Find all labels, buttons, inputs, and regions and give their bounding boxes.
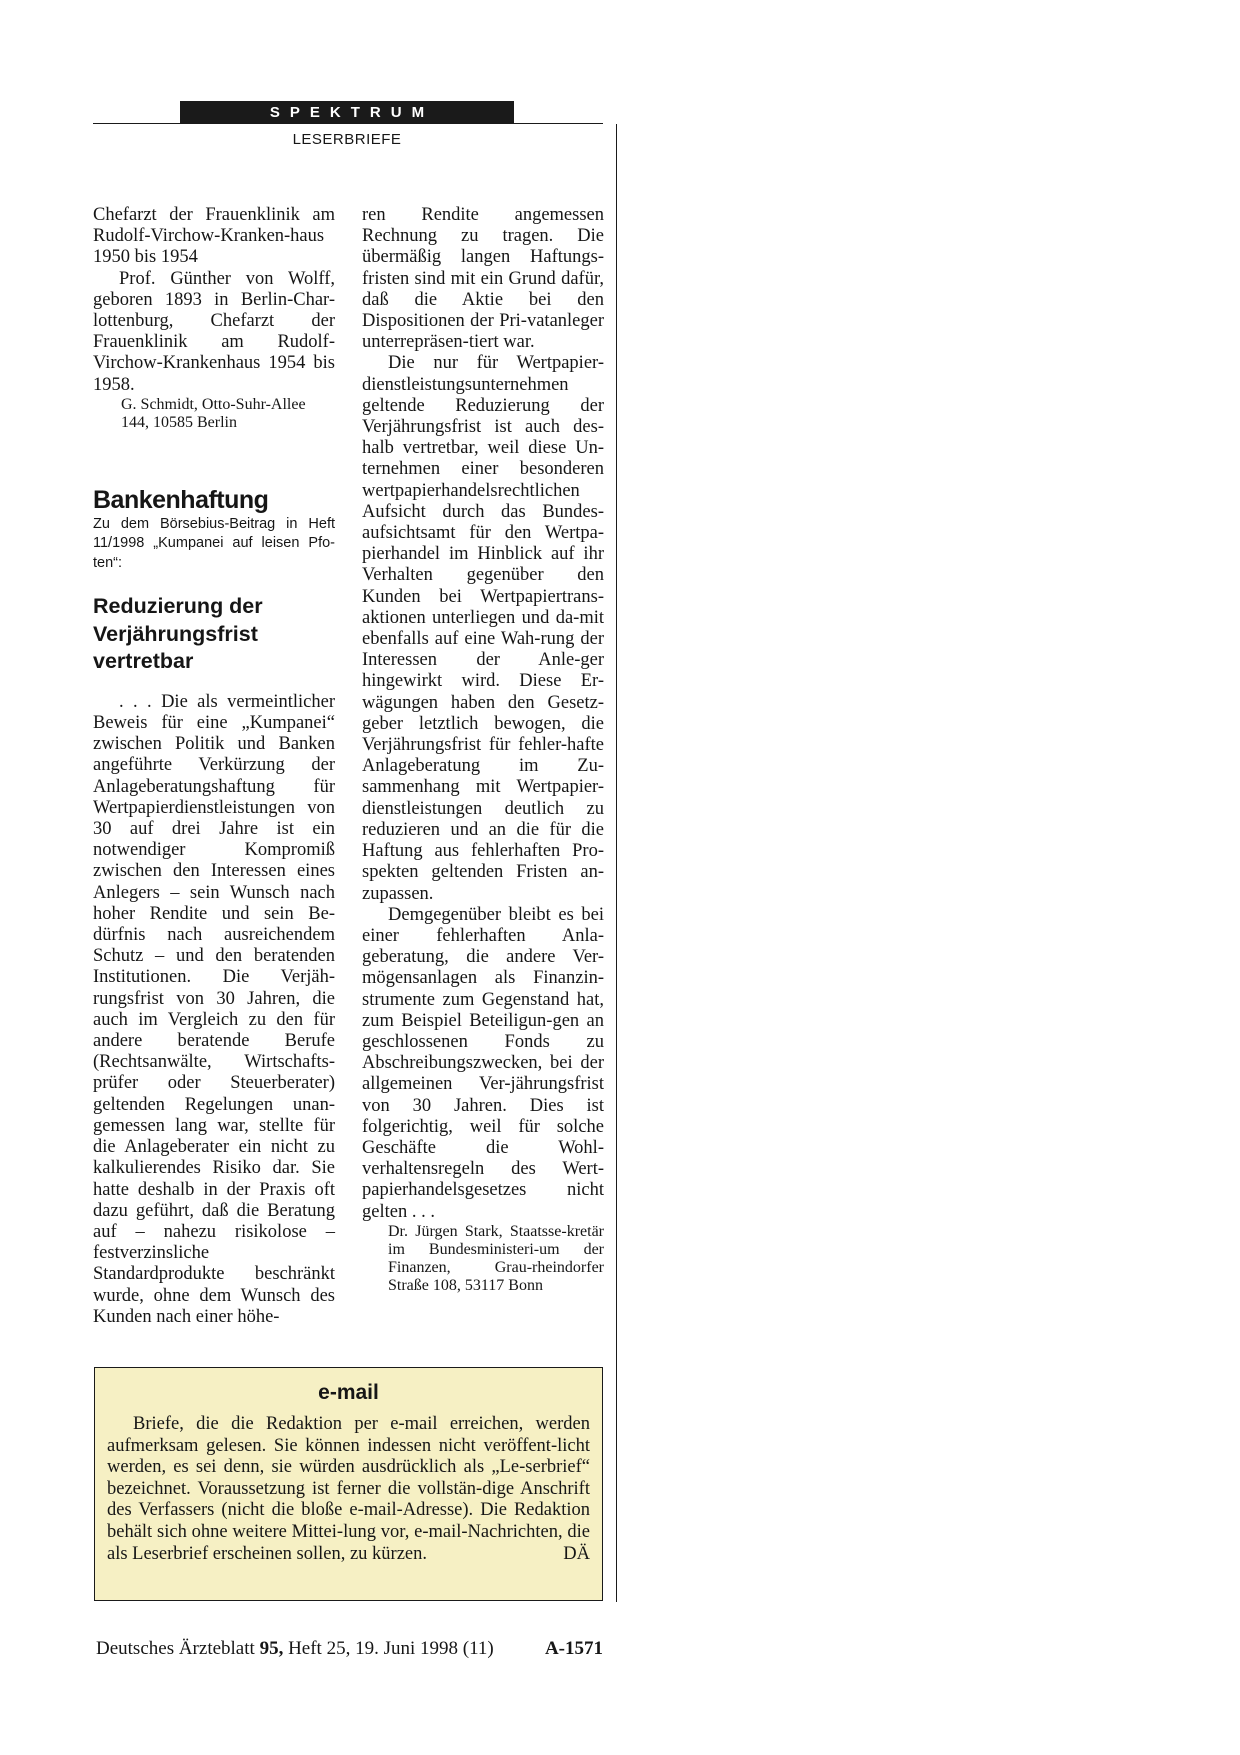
footer-page-number: A-1571 — [544, 1638, 603, 1659]
right-paragraph-1: ren Rendite angemessen Rechnung zu tragen. Die übermäßig langen Haftungs-fristen sind mit ein Grund dafür, daß die Aktie bei den Dispositionen der Pri-vatanleger unterrepräsen-tiert war. — [362, 205, 604, 353]
right-column — [362, 205, 604, 1295]
letter-subheading: Reduzierung der Verjährungsfrist vertretbar — [93, 594, 263, 674]
footer-volume: 95, — [259, 1638, 284, 1659]
subsection-label: LESERBRIEFE — [292, 131, 402, 148]
footer-issue: Heft 25, 19. Juni 1998 (11) — [288, 1638, 494, 1659]
email-notice-title: e-mail — [318, 1381, 379, 1404]
page-footer — [96, 1637, 603, 1661]
section-heading: Bankenhaftung — [93, 485, 269, 514]
letter-signature-schmidt: G. Schmidt, Otto-Suhr-Allee 144, 10585 Berlin — [121, 395, 306, 431]
letter-intro: Zu dem Börsebius-Beitrag in Heft 11/1998 „Kumpanei auf leisen Pfo-ten“: — [93, 515, 335, 571]
letter-body-start: . . . Die als vermeintlicher Beweis für eine „Kumpanei“ zwischen Politik und Banken angeführte Verkürzung der Anlageberatungshaftung für Wertpapierdienstleistungen von 30 auf drei Jahre ist ein notwendiger Kompromiß zwischen den Interessen eines Anlegers – sein Wunsch nach hoher Rendite und sein Be-dürfnis nach ausreichendem Schutz – und den beratenden Institutionen. Die Verjäh-rungsfrist von 30 Jahren, die auch im Vergleich zu den für andere beratende Berufe (Rechtsanwälte, Wirtschafts-prüfer oder Steuerberater) geltenden Regelungen unan-gemessen lang war, stellte für die Anlageberater ein nicht zu kalkulierendes Risiko dar. Sie hatte deshalb in der Praxis oft dazu geführt, daß die Beratung auf – nahezu risikolose – festverzinsliche Standardprodukte beschränkt wurde, ohne dem Wunsch des Kunden nach einer höhe- — [93, 691, 335, 1327]
header-rule — [93, 123, 603, 124]
section-label-spektrum: SPEKTRUM — [180, 101, 514, 124]
left-column — [93, 205, 335, 1328]
left-paragraph-1: Chefarzt der Frauenklinik am Rudolf-Virchow-Kranken-haus 1950 bis 1954 — [93, 205, 335, 268]
letter-signature-stark: Dr. Jürgen Stark, Staatsse-kretär im Bundesministeri-um der Finanzen, Grau-rheindorfer Straße 108, 53117 Bonn — [388, 1222, 604, 1294]
footer-publication: Deutsches Ärzteblatt — [96, 1638, 255, 1659]
email-notice-body: Briefe, die die Redaktion per e-mail erreichen, werden aufmerksam gelesen. Sie können indessen nicht veröffent-licht werden, es sei denn, sie würden ausdrücklich als „Le-serbrief“ bezeichnet. Voraussetzung ist ferner die vollstän-dige Anschrift des Verfassers (nicht die bloße e-mail-Adresse). Die Redaktion behält sich ohne weitere Mittei-lung vor, e-mail-Nachrichten, die als Leserbrief erscheinen sollen, zu kürzen. — [107, 1414, 590, 1564]
email-notice-box — [94, 1367, 603, 1601]
column-rule — [616, 124, 617, 1602]
right-paragraph-2: Die nur für Wertpapier-dienstleistungsunternehmen geltende Reduzierung der Verjährungsfrist ist auch des-halb vertretbar, weil diese Un-ternehmen einer besonderen wertpapierhandelsrechtlichen Aufsicht durch das Bundes-aufsichtsamt für den Wertpa-pierhandel im Hinblick auf ihr Verhalten gegenüber den Kunden bei Wertpapiertrans-aktionen unterliegen und da-mit ebenfalls auf eine Wah-rung der Interessen der Anle-ger hingewirkt wird. Diese Er-wägungen haben den Gesetz-geber letztlich bewogen, die Verjährungsfrist für fehler-hafte Anlageberatung im Zu-sammenhang mit Wertpapier-dienstleistungen deutlich zu reduzieren und an die für die Haftung aus fehlerhaften Pro-spekten geltenden Fristen an-zupassen. — [362, 353, 604, 904]
right-paragraph-3: Demgegenüber bleibt es bei einer fehlerhaften Anla-geberatung, die andere Ver-mögensanlagen als Finanzin-strumente zum Gegenstand hat, zum Beispiel Beteiligun-gen an geschlossenen Fonds zu Abschreibungszwecken, bei der allgemeinen Ver-jährungsfrist von 30 Jahren. Dies ist folgerichtig, weil für solche Geschäfte die Wohl-verhaltensregeln des Wert-papierhandelsgesetzes nicht gelten . . . — [362, 904, 604, 1222]
email-notice-sign: DÄ — [563, 1544, 590, 1565]
left-paragraph-2: Prof. Günther von Wolff, geboren 1893 in Berlin-Char-lottenburg, Chefarzt der Frauenklinik am Rudolf-Virchow-Krankenhaus 1954 bis 1958. — [93, 268, 335, 395]
